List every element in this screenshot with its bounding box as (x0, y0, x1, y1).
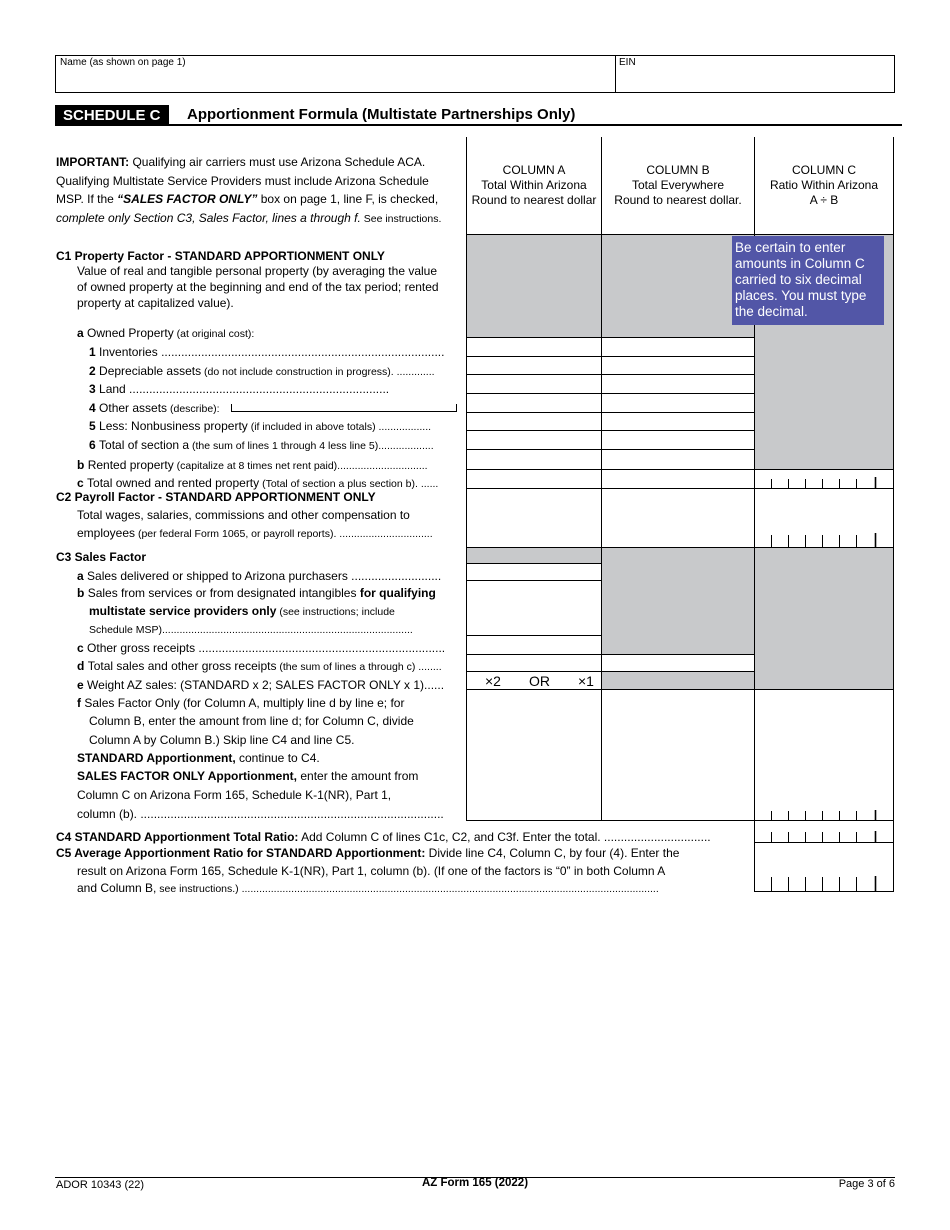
c3b-text2a: multistate service providers only (89, 604, 277, 618)
column-b-line3: Round to nearest dollar. (614, 193, 742, 207)
ein-field[interactable] (616, 70, 893, 91)
important-text3a: MSP. If the (56, 192, 118, 206)
c3f-line1 (77, 694, 404, 712)
c1a1-text: Inventories ..................................................................................... (99, 345, 445, 359)
c3e-line (77, 676, 459, 694)
important-line3 (56, 190, 438, 208)
footer-form-number: ADOR 10343 (22) (56, 1179, 145, 1191)
grid-hline-c2 (466, 547, 894, 548)
important-line2: Qualifying Multistate Service Providers must include Arizona Schedule (56, 174, 429, 188)
c3-heading: C3 Sales Factor (56, 550, 147, 564)
c1-heading: C1 Property Factor - STANDARD APPORTIONMENT ONLY (56, 249, 385, 263)
c1a1-line (89, 343, 459, 361)
c3a-line (77, 567, 459, 585)
c1-desc1: Value of real and tangible personal property (by averaging the value (77, 264, 438, 278)
c5-text3b: see instructions.) ............................................................................................................................................... (156, 883, 659, 895)
important-line4 (56, 209, 441, 228)
c1a6-num: 6 (89, 438, 96, 452)
grid-vline-c-right (893, 137, 894, 892)
column-a-line3: Round to nearest dollar (471, 193, 597, 207)
c5-text1: Divide line C4, Column C, by four (4). Enter the (425, 846, 680, 860)
c3f-line2: Column B, enter the amount from line d; for Column C, divide (89, 714, 414, 728)
decimal-note: Be certain to enter amounts in Column C carried to six decimal places. You must type the decimal. (732, 236, 884, 325)
important-text4a: complete only Section C3, Sales Factor, lines a through f. (56, 211, 361, 225)
c5-line3 (77, 879, 746, 898)
c3a-text: Sales delivered or shipped to Arizona purchasers ........................... (87, 569, 442, 583)
c3e-or: OR (529, 673, 550, 689)
c1-desc2: of owned property at the beginning and end of the tax period; rented (77, 280, 439, 294)
footer-page-number: Page 3 of 6 (838, 1178, 895, 1190)
c1a-label: a (77, 326, 84, 340)
column-b-line2: Total Everywhere (631, 178, 725, 192)
column-a-header (467, 163, 601, 208)
c3f-std-bold: STANDARD Apportionment, (77, 751, 236, 765)
c3d-small: (the sum of lines a through c) ........ (276, 661, 442, 673)
comb-ticks (772, 477, 876, 488)
c1a2-col-a-input[interactable] (467, 357, 601, 374)
name-label: Name (as shown on page 1) (60, 57, 186, 68)
c4-label: C4 STANDARD Apportionment Total Ratio: (56, 830, 299, 844)
column-c-line2: Ratio Within Arizona (769, 178, 879, 192)
c1a2-line (89, 362, 459, 381)
c1a5-line (89, 417, 459, 436)
c2-desc2 (77, 524, 459, 543)
c3f-col-c-input[interactable] (755, 690, 893, 820)
c3f-std-text: continue to C4. (235, 751, 320, 765)
c5-text3a: and Column B, (77, 881, 157, 895)
name-field[interactable] (57, 70, 612, 91)
gray-colb-c3 (602, 548, 755, 654)
important-text4b: See instructions. (360, 213, 442, 225)
column-c-line3: A ÷ B (809, 193, 839, 207)
c3e-label: e (77, 678, 84, 692)
c1a4-line (89, 399, 220, 418)
c3b-text1b: for qualifying (359, 586, 436, 600)
c3b-label: b (77, 586, 85, 600)
column-b-title: COLUMN B (646, 163, 710, 177)
c1a1-col-b-input[interactable] (602, 338, 754, 356)
c1c-text: Total owned and rented property (87, 476, 260, 490)
c1c-label: c (77, 476, 84, 490)
important-lead: IMPORTANT: (56, 155, 130, 169)
c1b-line (77, 456, 459, 475)
c1b-small: (capitalize at 8 times net rent paid)............................... (173, 460, 428, 472)
c1a2-num: 2 (89, 364, 96, 378)
c1a3-line (89, 380, 459, 398)
c1a1-col-a-input[interactable] (467, 338, 601, 356)
column-a-line2: Total Within Arizona (481, 178, 587, 192)
c1a2-col-b-input[interactable] (602, 357, 754, 374)
c1a5-col-b-input[interactable] (602, 413, 754, 430)
c3f-label: f (77, 696, 81, 710)
c3d-label: d (77, 659, 85, 673)
c3d-col-b-input[interactable] (602, 655, 754, 671)
c3f-col-a-input[interactable] (467, 690, 601, 820)
c1b-col-b-input[interactable] (602, 450, 754, 469)
c1a5-small: (if included in above totals) .................. (247, 421, 432, 433)
c1c-col-a-input[interactable] (467, 470, 601, 488)
c1a4-describe-field[interactable] (231, 404, 457, 412)
c3b-col-a-input[interactable] (467, 581, 601, 635)
schedule-title: Apportionment Formula (Multistate Partnerships Only) (187, 106, 576, 123)
c1c-small: (Total of section a plus section b). ...... (259, 478, 439, 490)
c3b-line1 (77, 584, 436, 602)
column-c-header (755, 163, 893, 208)
decimal-comb-c3f (755, 810, 894, 820)
c2-desc2a: employees (77, 526, 136, 540)
c3b-line3: Schedule MSP)...................................................................................... (89, 624, 413, 636)
schedule-rule (55, 124, 902, 126)
column-c-title: COLUMN C (791, 163, 856, 177)
c1a4-num: 4 (89, 401, 96, 415)
c3b-line2 (89, 602, 395, 621)
c1a5-col-a-input[interactable] (467, 413, 601, 430)
gray-c3-header-a (467, 548, 602, 563)
c1a2-small: (do not include construction in progress). ............. (201, 366, 435, 378)
c1a6-text: Total of section a (99, 438, 190, 452)
c3a-label: a (77, 569, 84, 583)
c2-heading: C2 Payroll Factor - STANDARD APPORTIONMENT ONLY (56, 490, 376, 504)
decimal-comb-c2 (755, 533, 894, 547)
c3d-text: Total sales and other gross receipts (87, 659, 277, 673)
important-text3c: box on page 1, line F, is checked, (257, 192, 439, 206)
decimal-comb-c5 (755, 876, 894, 891)
c3c-line (77, 639, 459, 657)
grid-hline-c3-5 (466, 671, 755, 672)
important-text3b: “SALES FACTOR ONLY” (117, 192, 258, 206)
c3e-x2-option[interactable]: ×2 (485, 673, 501, 689)
c1b-text: Rented property (87, 458, 174, 472)
c1a3-col-b-input[interactable] (602, 375, 754, 393)
c1a3-text: Land .............................................................................. (99, 382, 390, 396)
c2-desc2b: (per federal Form 1065, or payroll reports). ................................ (135, 528, 433, 540)
grid-hline-header (466, 234, 894, 235)
c3f-text1: Sales Factor Only (for Column A, multiply line d by line e; for (84, 696, 405, 710)
c1b-col-a-input[interactable] (467, 450, 601, 469)
c3c-col-a-input[interactable] (467, 636, 601, 654)
c1a5-num: 5 (89, 419, 96, 433)
c1a4-col-a-input[interactable] (467, 394, 601, 412)
c3f-col-b-input[interactable] (602, 690, 754, 820)
c3f-line3: Column A by Column B.) Skip line C4 and line C5. (89, 733, 355, 747)
c3f-line4 (77, 749, 320, 767)
c2-col-b-input[interactable] (602, 489, 754, 547)
gray-colc-c3 (755, 548, 894, 689)
c1a4-small: (describe): (167, 403, 220, 415)
c4-text: Add Column C of lines C1c, C2, and C3f. Enter the total. ................................ (298, 830, 711, 844)
c1a3-col-a-input[interactable] (467, 375, 601, 393)
c1c-col-b-input[interactable] (602, 470, 754, 488)
c1a3-num: 3 (89, 382, 96, 396)
grid-hline-c5 (754, 891, 894, 892)
c1a-small: (at original cost): (173, 328, 255, 340)
c3c-label: c (77, 641, 84, 655)
c1a1-num: 1 (89, 345, 96, 359)
column-a-title: COLUMN A (502, 163, 566, 177)
gray-c1-header-a (467, 235, 602, 337)
c3b-text1a: Sales from services or from designated intangibles (87, 586, 360, 600)
c1a2-text: Depreciable assets (99, 364, 202, 378)
gray-c3e-b (602, 671, 755, 689)
important-line1 (56, 153, 425, 171)
c3a-col-a-input[interactable] (467, 564, 601, 580)
c1-desc3: property at capitalized value). (77, 296, 234, 310)
schedule-tag: SCHEDULE C (55, 105, 169, 126)
c1a4-col-b-input[interactable] (602, 394, 754, 412)
c1a6-col-b-input[interactable] (602, 431, 754, 449)
c3d-col-a-input[interactable] (467, 655, 601, 671)
c5-line2: result on Arizona Form 165, Schedule K-1(NR), Part 1, column (b). (If one of the factors is “0” in both Column A (77, 864, 666, 878)
c5-label: C5 Average Apportionment Ratio for STANDARD Apportionment: (56, 846, 426, 860)
c1a6-line (89, 436, 459, 455)
c3e-x1-option[interactable]: ×1 (578, 673, 594, 689)
c3d-line (77, 657, 459, 676)
c3f-line7: column (b). ........................................................................................... (77, 807, 444, 821)
c2-desc1: Total wages, salaries, commissions and other compensation to (77, 508, 410, 522)
c1a6-small: (the sum of lines 1 through 4 less line 5)................... (189, 440, 434, 452)
c3f-line5 (77, 767, 418, 785)
decimal-comb-c4 (755, 831, 894, 842)
c1a5-text: Less: Nonbusiness property (99, 419, 248, 433)
c3f-sfo-text: enter the amount from (297, 769, 419, 783)
footer-form-title: AZ Form 165 (2022) (421, 1177, 529, 1189)
c2-col-a-input[interactable] (467, 489, 601, 547)
c3f-line6: Column C on Arizona Form 165, Schedule K-1(NR), Part 1, (77, 788, 392, 802)
column-b-header (602, 163, 754, 208)
c1a6-col-a-input[interactable] (467, 431, 601, 449)
c3f-sfo-bold: SALES FACTOR ONLY Apportionment, (77, 769, 298, 783)
important-text1: Qualifying air carriers must use Arizona Schedule ACA. (129, 155, 426, 169)
c1a4-text: Other assets (99, 401, 168, 415)
c3c-text: Other gross receipts .......................................................................... (87, 641, 446, 655)
decimal-comb-c1c (755, 477, 894, 488)
c1a-text: Owned Property (87, 326, 174, 340)
c3b-text2b: (see instructions; include (276, 606, 395, 618)
c1a-line (77, 324, 254, 343)
ein-label: EIN (615, 56, 639, 92)
c5-line1 (56, 844, 679, 862)
c3e-text: Weight AZ sales: (STANDARD x 2; SALES FACTOR ONLY x 1)...... (87, 678, 445, 692)
c1b-label: b (77, 458, 85, 472)
